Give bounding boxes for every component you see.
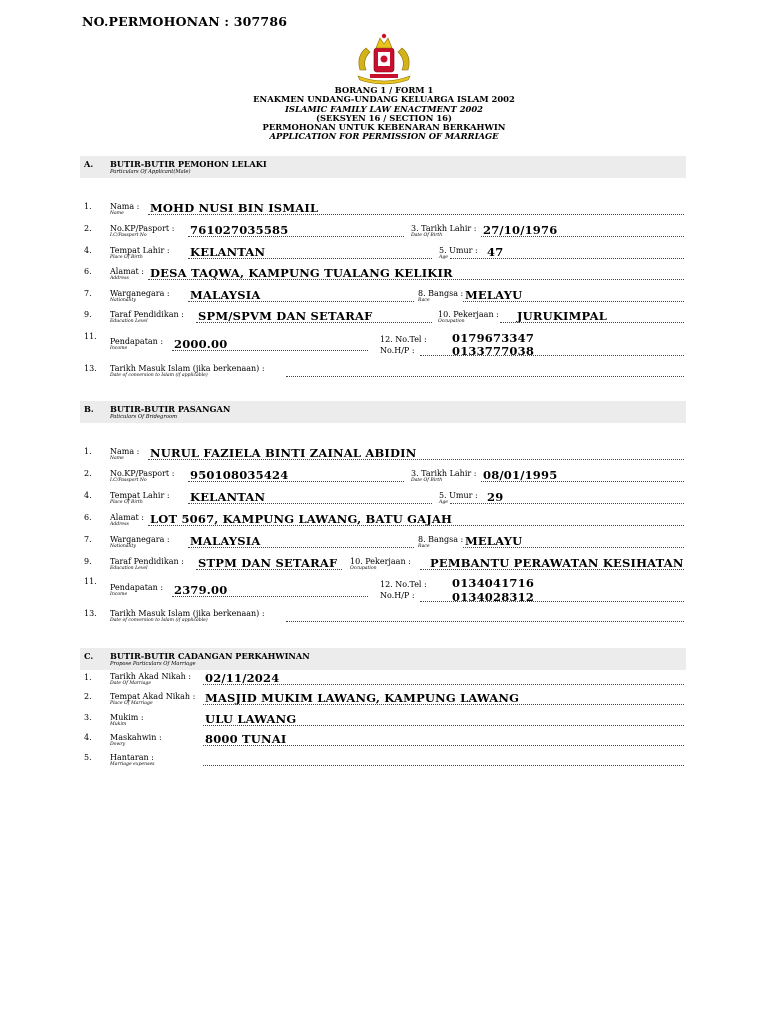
item-number: 1. — [84, 447, 92, 456]
item-number: 7. — [84, 289, 92, 298]
item-number: 1. — [84, 202, 92, 211]
hantaran-sublabel: Marriage expenses — [110, 762, 155, 767]
spouse-dob: 08/01/1995 — [483, 468, 558, 482]
birthplace-label: Tempat Lahir : — [110, 246, 170, 255]
dotted-line — [148, 525, 684, 526]
applicant-dob: 27/10/1976 — [483, 223, 558, 237]
dotted-line — [172, 596, 368, 597]
spouse-nationality: MALAYSIA — [190, 534, 261, 548]
mobile-label: No.H/P : — [380, 346, 415, 355]
item-number: 9. — [84, 310, 92, 319]
section-a-letter: A. — [84, 159, 94, 169]
dotted-line — [148, 214, 684, 215]
income-sublabel: Income — [110, 592, 128, 597]
conversion-date-label: Tarikh Masuk Islam (jika berkenaan) : — [110, 364, 265, 373]
education-sublabel: Education Level — [110, 566, 148, 571]
applicant-race: MELAYU — [465, 288, 523, 302]
application-title-ms: PERMOHONAN UNTUK KEBENARAN BERKAHWIN — [262, 122, 506, 133]
dob-label: 3. Tarikh Lahir : — [411, 224, 477, 233]
nationality-label: Warganegara : — [110, 535, 170, 544]
name-label: Nama : — [110, 447, 140, 456]
dotted-line — [420, 355, 684, 356]
dotted-line — [286, 376, 684, 377]
dotted-line — [481, 481, 684, 482]
dotted-line — [203, 704, 684, 705]
spouse-ic: 950108035424 — [190, 468, 289, 482]
application-number: NO.PERMOHONAN : 307786 — [82, 14, 288, 29]
spouse-occupation: PEMBANTU PERAWATAN KESIHATAN — [430, 556, 684, 570]
marriage-date-sublabel: Date Of Marriage — [110, 681, 152, 686]
dotted-line — [481, 236, 684, 237]
address-sublabel: Address — [110, 276, 129, 281]
dotted-line — [450, 258, 684, 259]
address-label: Alamat : — [110, 267, 144, 276]
marriage-place-label: Tempat Akad Nikah : — [110, 692, 196, 701]
hantaran-label: Hantaran : — [110, 753, 154, 762]
occupation-label: 10. Pekerjaan : — [438, 310, 499, 319]
dotted-line — [203, 765, 684, 766]
income-sublabel: Income — [110, 346, 128, 351]
applicant-occupation: JURUKIMPAL — [517, 309, 607, 323]
mobile-label: No.H/P : — [380, 591, 415, 600]
spouse-address: LOT 5067, KAMPUNG LAWANG, BATU GAJAH — [150, 512, 453, 526]
spouse-mobile: 0134028312 — [452, 590, 535, 604]
dotted-line — [148, 459, 684, 460]
ic-label: No.KP/Pasport : — [110, 469, 175, 478]
applicant-nationality: MALAYSIA — [190, 288, 261, 302]
dotted-line — [420, 569, 684, 570]
mukim-label: Mukim : — [110, 713, 144, 722]
education-sublabel: Education Level — [110, 319, 148, 324]
mukim: ULU LAWANG — [205, 712, 297, 726]
applicant-name: MOHD NUSI BIN ISMAIL — [150, 201, 319, 215]
applicant-birthplace: KELANTAN — [190, 245, 266, 259]
race-label: 8. Bangsa : — [418, 535, 464, 544]
item-number: 1. — [84, 673, 92, 682]
item-number: 5. — [84, 753, 92, 762]
occupation-sublabel: Occupation — [350, 566, 377, 571]
dowry-label: Maskahwin : — [110, 733, 162, 742]
item-number: 2. — [84, 469, 92, 478]
applicant-address: DESA TAQWA, KAMPUNG TUALANG KELIKIR — [150, 266, 453, 280]
dotted-line — [203, 725, 684, 726]
name-label: Nama : — [110, 202, 140, 211]
form-number: BORANG 1 / FORM 1 — [334, 85, 434, 95]
race-sublabel: Race — [418, 298, 430, 303]
spouse-birthplace: KELANTAN — [190, 490, 266, 504]
nationality-sublabel: Nationality — [110, 298, 136, 303]
section-c-subtitle: Propose Particulars Of Marriage — [110, 661, 196, 667]
section-a-subtitle: Particulars Of Applicant(Male) — [110, 169, 191, 175]
dotted-line — [463, 547, 684, 548]
applicant-mobile: 0133777038 — [452, 344, 535, 358]
ic-sublabel: I.C/Passport No — [110, 478, 147, 483]
education-label: Taraf Pendidikan : — [110, 557, 184, 566]
section-reference: (SEKSYEN 16 / SECTION 16) — [316, 112, 452, 123]
spouse-name: NURUL FAZIELA BINTI ZAINAL ABIDIN — [150, 446, 417, 460]
section-c-letter: C. — [84, 651, 94, 661]
conversion-date-sublabel: Date of conversion to Islam (if applicable) — [110, 618, 208, 623]
birthplace-sublabel: Place Of Birth — [110, 255, 143, 260]
ic-sublabel: I.C/Passport No — [110, 233, 147, 238]
applicant-age: 47 — [487, 245, 504, 259]
item-number: 3. — [84, 713, 92, 722]
dotted-line — [420, 601, 684, 602]
applicant-education: SPM/SPVM DAN SETARAF — [198, 309, 373, 323]
marriage-place: MASJID MUKIM LAWANG, KAMPUNG LAWANG — [205, 691, 520, 705]
form-header — [0, 86, 768, 142]
nationality-label: Warganegara : — [110, 289, 170, 298]
dotted-line — [203, 745, 684, 746]
applicant-phone: 0179673347 — [452, 331, 535, 345]
dotted-line — [188, 503, 432, 504]
dotted-line — [148, 279, 684, 280]
item-number: 6. — [84, 513, 92, 522]
spouse-age: 29 — [487, 490, 504, 504]
phone-label: 12. No.Tel : — [380, 580, 427, 589]
item-number: 7. — [84, 535, 92, 544]
marriage-place-sublabel: Place Of Marriage — [110, 701, 153, 706]
income-label: Pendapatan : — [110, 337, 164, 346]
phone-label: 12. No.Tel : — [380, 335, 427, 344]
item-number: 2. — [84, 692, 92, 701]
item-number: 2. — [84, 224, 92, 233]
ic-label: No.KP/Pasport : — [110, 224, 175, 233]
income-label: Pendapatan : — [110, 583, 164, 592]
applicant-income: 2000.00 — [174, 337, 228, 351]
dob-sublabel: Date Of Birth — [411, 478, 443, 483]
section-b-letter: B. — [84, 404, 94, 414]
section-a-title: BUTIR-BUTIR PEMOHON LELAKI — [110, 159, 267, 169]
item-number: 6. — [84, 267, 92, 276]
address-label: Alamat : — [110, 513, 144, 522]
dotted-line — [203, 684, 684, 685]
occupation-label: 10. Pekerjaan : — [350, 557, 411, 566]
marriage-date: 02/11/2024 — [205, 671, 280, 685]
dotted-line — [286, 621, 684, 622]
nationality-sublabel: Nationality — [110, 544, 136, 549]
name-sublabel: Name — [110, 456, 124, 461]
dotted-line — [463, 301, 684, 302]
state-crest-logo — [352, 30, 416, 86]
age-label: 5. Umur : — [439, 491, 478, 500]
dotted-line — [172, 350, 368, 351]
item-number: 9. — [84, 557, 92, 566]
item-number: 11. — [84, 577, 97, 586]
dotted-line — [188, 236, 404, 237]
birthplace-sublabel: Place Of Birth — [110, 500, 143, 505]
mukim-sublabel: Mukim — [110, 722, 127, 727]
dotted-line — [196, 322, 432, 323]
dotted-line — [196, 569, 342, 570]
address-sublabel: Address — [110, 522, 129, 527]
dotted-line — [500, 322, 684, 323]
age-label: 5. Umur : — [439, 246, 478, 255]
dotted-line — [188, 481, 404, 482]
item-number: 4. — [84, 491, 92, 500]
applicant-ic: 761027035585 — [190, 223, 289, 237]
name-sublabel: Name — [110, 211, 124, 216]
section-c-title: BUTIR-BUTIR CADANGAN PERKAHWINAN — [110, 651, 310, 661]
dob-label: 3. Tarikh Lahir : — [411, 469, 477, 478]
birthplace-label: Tempat Lahir : — [110, 491, 170, 500]
enactment-title-ms: ENAKMEN UNDANG-UNDANG KELUARGA ISLAM 2002 — [253, 94, 515, 105]
dotted-line — [188, 258, 432, 259]
section-b-title: BUTIR-BUTIR PASANGAN — [110, 404, 231, 414]
item-number: 13. — [84, 609, 97, 618]
item-number: 11. — [84, 332, 97, 341]
spouse-phone: 0134041716 — [452, 576, 535, 590]
item-number: 4. — [84, 733, 92, 742]
spouse-education: STPM DAN SETARAF — [198, 556, 338, 570]
age-sublabel: Age — [439, 255, 448, 260]
education-label: Taraf Pendidikan : — [110, 310, 184, 319]
dowry-sublabel: Dowry — [110, 742, 126, 747]
dowry: 8000 TUNAI — [205, 732, 287, 746]
enactment-title-en: ISLAMIC FAMILY LAW ENACTMENT 2002 — [285, 103, 483, 114]
dotted-line — [188, 301, 414, 302]
dotted-line — [450, 503, 684, 504]
item-number: 13. — [84, 364, 97, 373]
conversion-date-sublabel: Date of conversion to Islam (if applicable) — [110, 373, 208, 378]
dob-sublabel: Date Of Birth — [411, 233, 443, 238]
marriage-date-label: Tarikh Akad Nikah : — [110, 672, 192, 681]
race-sublabel: Race — [418, 544, 430, 549]
race-label: 8. Bangsa : — [418, 289, 464, 298]
age-sublabel: Age — [439, 500, 448, 505]
conversion-date-label: Tarikh Masuk Islam (jika berkenaan) : — [110, 609, 265, 618]
occupation-sublabel: Occupation — [438, 319, 465, 324]
item-number: 4. — [84, 246, 92, 255]
application-title-en: APPLICATION FOR PERMISSION OF MARRIAGE — [269, 131, 499, 142]
spouse-income: 2379.00 — [174, 583, 228, 597]
section-b-subtitle: Paticulars Of Bridegroom — [110, 414, 178, 420]
spouse-race: MELAYU — [465, 534, 523, 548]
dotted-line — [188, 547, 414, 548]
